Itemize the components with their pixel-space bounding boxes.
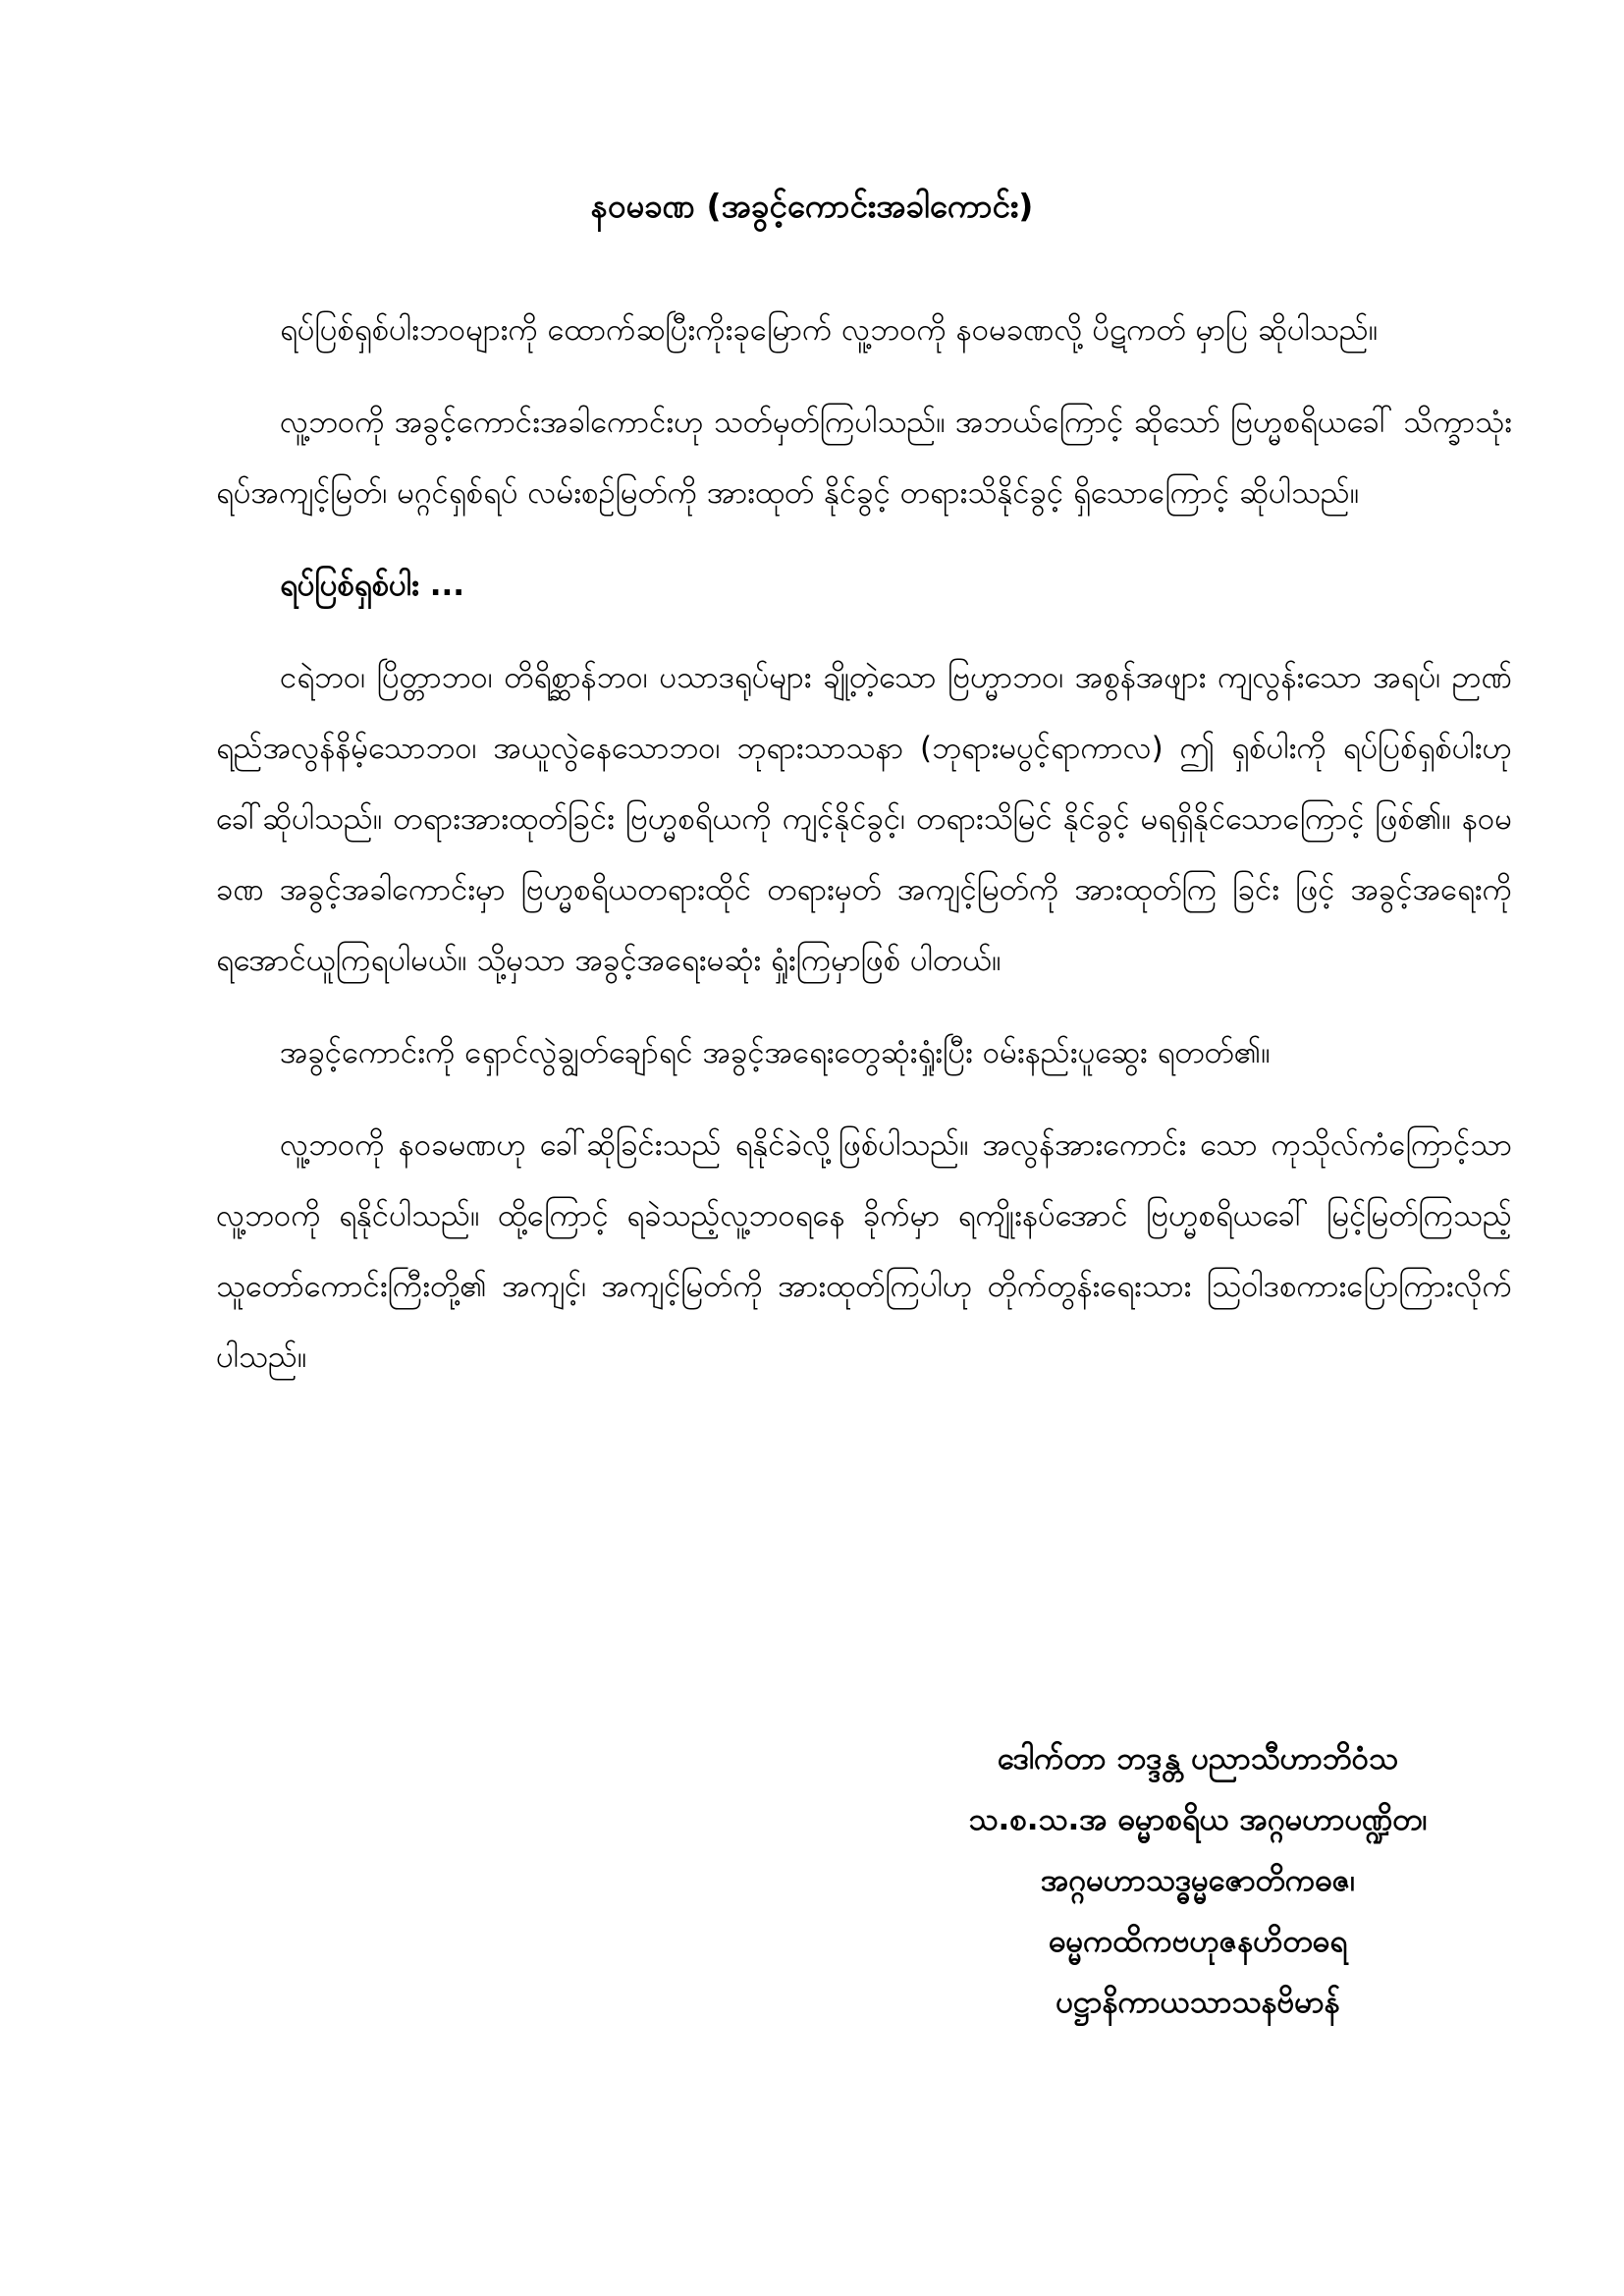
signature-block — [884, 1728, 1512, 2033]
section-heading: ရပ်ပြစ်ရှစ်ပါး ... — [280, 568, 465, 603]
paragraph-intro-2: လူ့ဘဝကို အခွင့်ကောင်းအခါကောင်းဟု သတ်မှတ်ကြပါသည်။ အဘယ်ကြောင့် ဆိုသော် ဗြဟ္မစရိယခေါ် သိက္ခာသုံးရပ်အကျင့်မြတ်၊ မဂ္ဂင်ရှစ်ရပ် လမ်းစဉ်မြတ်ကို အားထုတ် နိုင်ခွင့် တရားသိနိုင်ခွင့် ရှိသောကြောင့် ဆိုပါသည်။ — [216, 405, 1512, 511]
signature-title-3: ဓမ္မကထိကဗဟုဇနဟိတဓရ — [1048, 1924, 1348, 1959]
paragraph-main-2: အခွင့်ကောင်းကို ရှောင်လွဲချွတ်ချော်ရင် အခွင့်အရေးတွေဆုံးရှုံးပြီး ဝမ်းနည်းပူဆွေး ရတတ်၏။ — [280, 1035, 1271, 1070]
signature-title-2: အဂ္ဂမဟာသဒ္ဓမ္မဇောတိကဓဇ၊ — [1040, 1863, 1356, 1898]
paragraph-main-3: လူ့ဘဝကို နဝခမဏဟု ခေါ်ဆိုခြင်းသည် ရနိုင်ခဲလို့ဖြစ်ပါသည်။ အလွန်အားကောင်း သော ကုသိုလ်ကံကြောင့်သာ လူ့ဘဝကို ရနိုင်ပါသည်။ ထို့ကြောင့် ရခဲသည့်လူ့ဘဝရနေ ခိုက်မှာ ရကျိုးနပ်အောင် ဗြဟ္မစရိယခေါ် မြင့်မြတ်ကြသည့် သူတော်ကောင်းကြီးတို့၏ အကျင့်၊ အကျင့်မြတ်ကို အားထုတ်ကြပါဟု တိုက်တွန်းရေးသား ဩဝါဒစကားပြောကြားလိုက်ပါသည်။ — [216, 1127, 1512, 1375]
signature-title-1: သ.စ.သ.အ ဓမ္မာစရိယ အဂ္ဂမဟာပဏ္ဍိတ၊ — [968, 1802, 1428, 1837]
paragraph-main-1: ငရဲဘဝ၊ ပြိတ္တာဘဝ၊ တိရိစ္ဆာန်ဘဝ၊ ပသာဒရုပ်များ ချို့တဲ့သော ဗြဟ္မာဘဝ၊ အစွန်အဖျား ကျလွန်းသော အရပ်၊ ဉာဏ်ရည်အလွန်နိမ့်သောဘဝ၊ အယူလွဲနေသောဘဝ၊ ဘုရားသာသနာ (ဘုရားမပွင့်ရာကာလ) ဤ ရှစ်ပါးကို ရပ်ပြစ်ရှစ်ပါးဟုခေါ်ဆိုပါသည်။ တရားအားထုတ်ခြင်း ဗြဟ္မစရိယကို ကျင့်နိုင်ခွင့်၊ တရားသိမြင် နိုင်ခွင့် မရရှိနိုင်သောကြောင့် ဖြစ်၏။ နဝမခဏ အခွင့်အခါကောင်းမှာ ဗြဟ္မစရိယတရားထိုင် တရားမှတ် အကျင့်မြတ်ကို အားထုတ်ကြ ခြင်း ဖြင့် အခွင့်အရေးကို ရအောင်ယူကြရပါမယ်။ သို့မှသာ အခွင့်အရေးမဆုံး ရှုံးကြမှာဖြစ် ပါတယ်။ — [216, 660, 1512, 978]
signature-name: ဒေါက်တာ ဘဒ္ဒန္တ ပညာသီဟာဘိဝံသ — [998, 1741, 1398, 1777]
signature-title-4: ပဋ္ဌာနိကာယသာသနဗိမာန် — [1056, 1985, 1340, 2020]
page-title: နဝမခဏ (အခွင့်ကောင်းအခါကောင်း) — [590, 187, 1034, 225]
paragraph-intro-1: ရပ်ပြစ်ရှစ်ပါးဘဝများကို ထောက်ဆပြီးကိုးခုမြောက် လူ့ဘဝကို နဝမခဏလို့ ပိဋကတ် မှာပြ ဆိုပါသည်။ — [280, 312, 1379, 348]
document-body — [216, 295, 1512, 1414]
